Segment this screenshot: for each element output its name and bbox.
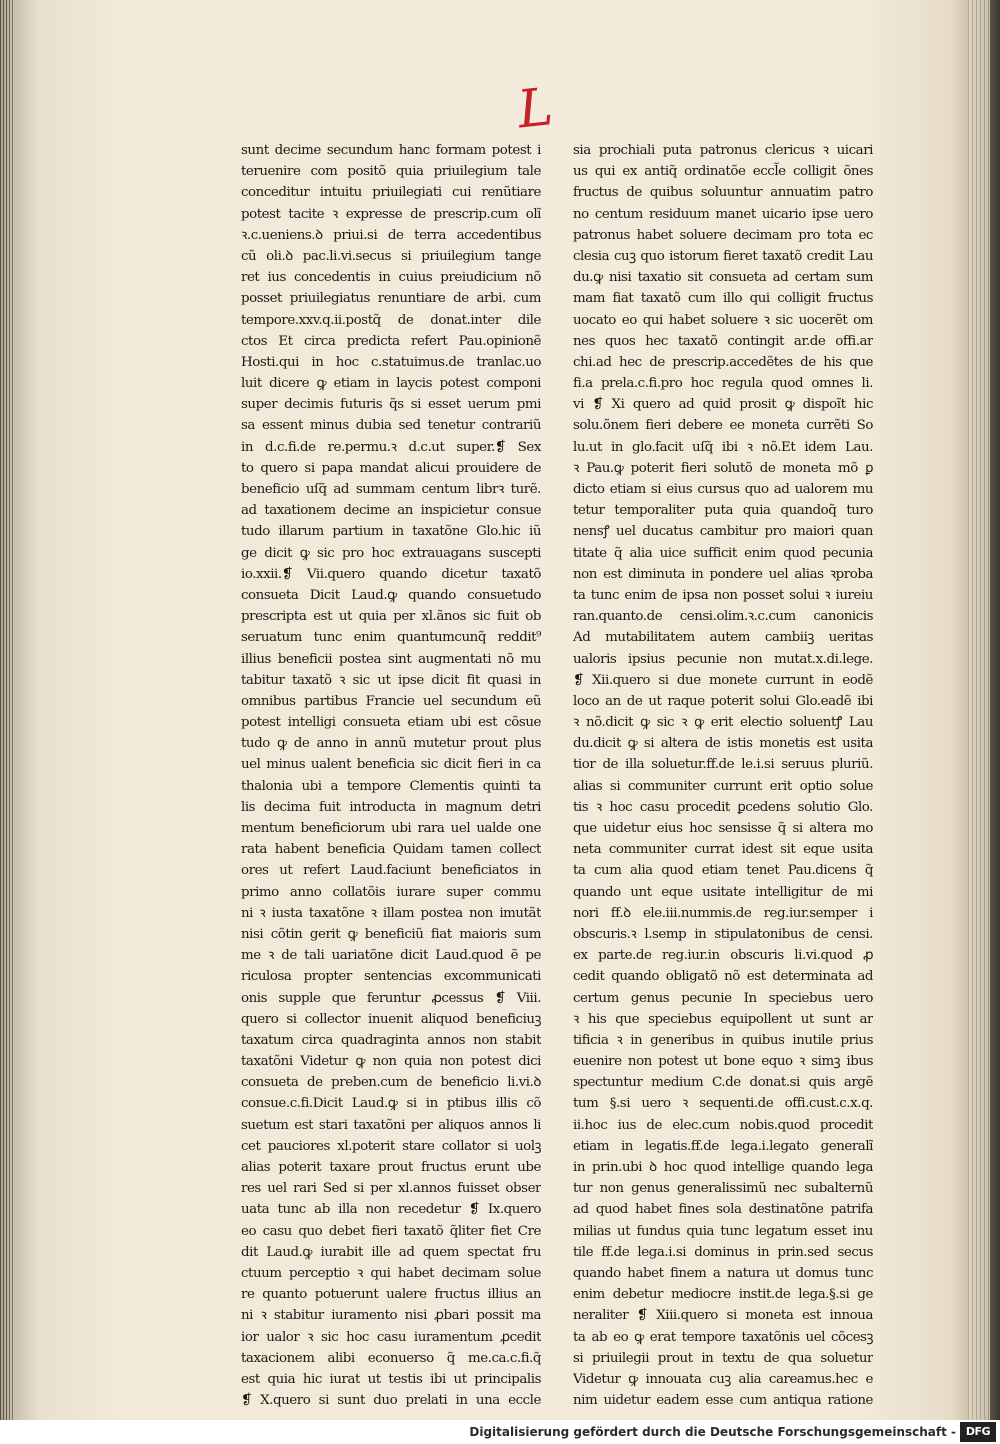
text-line: alias poterit taxare prout fructus erunt ube [241,1160,541,1175]
text-line: nisi cõtin gerit ꝙ beneficiũ fiat maioris sum [241,926,541,942]
text-line: quando habet finem a natura ut domus tunc [573,1265,873,1281]
text-line: prescripta est ut quia per xl.ãnos sic fuit ob [241,609,541,625]
text-line: ii.hoc ius de elec.cum nobis.quod procedit [573,1117,873,1133]
text-line: solu.õnem fieri debere ee moneta currẽti So [573,418,873,434]
text-line: cedit quando obligatõ nõ est determinata ad [573,969,873,985]
text-line: consueta Dicit Laud.ꝙ quando consuetudo [241,587,541,603]
text-line: tabitur taxatõ ꝛ sic ut ipse dicit fit quasi in [241,672,541,688]
text-line: taxatum circa quadraginta annos non stabit [241,1032,541,1048]
text-line: us qui ex antiq̃ ordinatõe eccl̃e colligit õnes [573,164,873,180]
right-page-stack-edge [968,0,990,1420]
text-line: ꝛ his que speciebus equipollent ut sunt ar [573,1011,873,1027]
text-line: alias si communiter currunt erit optio solue [573,778,873,794]
text-line: titate q̃ alia uice sufficit enim quod pecunia [573,545,873,561]
text-line: in d.c.fi.de re.permu.ꝛ d.c.ut super.❡ Sex [241,439,541,455]
text-line: du.dicit ꝙ si altera de istis monetis est usita [573,736,873,752]
text-line: obscuris.ꝛ l.semp in stipulatonibus de censi. [573,926,873,942]
text-line: loco an de ut raque poterit solui Glo.eadẽ ibi [573,693,873,709]
text-line: mam fiat taxatõ cum illo qui colligit fructus [573,291,873,307]
text-line: onis supple que feruntur ꝓcessus ❡ Viii. [241,990,541,1006]
text-line: ctos Et circa predicta refert Pau.opinionẽ [241,333,541,349]
text-line: neta communiter currat idest sit eque usita [573,842,873,858]
text-line: que uidetur eius hoc sensisse q̃ si altera mo [573,821,873,836]
text-line: dit Laud.ꝙ iurabit ille ad quem spectat fru [241,1244,541,1260]
text-line: est quia hic iurat ut testis ibi ut principalis [241,1371,541,1387]
text-line: non est diminuta in pondere uel alias ꝛproba [573,566,873,582]
text-line: cet pauciores xl.poterit stare collator si uolꝫ [241,1138,541,1154]
text-line: illius beneficii postea sint augmentati nõ mu [241,651,541,667]
text-line: ❡ Xii.quero si due monete currunt in eodẽ [573,672,873,688]
text-line: sa essent minus dubia sed tenetur contrariũ [241,418,541,434]
text-line: to quero si papa mandat alicui prouidere de [241,460,541,476]
text-line: tificia ꝛ in generibus in quibus inutile prius [573,1032,873,1048]
text-line: tetur temporaliter puta quia quandoq̃ turo [573,503,873,519]
text-line: clesia cuꝫ quo istorum fieret taxatõ credit Lau [573,248,873,264]
text-line: consueta de preben.cum de beneficio li.vi.ꝺ [241,1075,541,1091]
text-line: taxacionem alibi econuerso q̃ me.ca.c.fi.q̃ [241,1350,541,1366]
text-line: ge dicit ꝙ sic pro hoc extrauagans suscepti [241,545,541,561]
text-line: ꝛ Pau.ꝙ poterit fieri solutõ de moneta mõ ꝑ [573,460,873,476]
text-line: certum genus pecunie In speciebus uero [573,990,873,1006]
text-line: Hosti.qui in hoc c.statuimus.de tranlac.uo [241,354,541,370]
text-line: fructus de quibus soluuntur annuatim patro [573,185,873,201]
text-line: omnibus partibus Francie uel secundum eũ [241,693,541,709]
text-line: eo casu quo debet fieri taxatõ q̃liter fiet Cre [241,1223,541,1239]
text-line: sunt decime secundum hanc formam potest i [241,143,541,158]
text-line: ta ab eo ꝙ erat tempore taxatõnis uel cõcesꝫ [573,1329,873,1345]
text-line: ni ꝛ stabitur iuramento nisi ꝓbari possit ma [241,1308,541,1324]
text-line: luit dicere ꝙ etiam in laycis potest componi [241,376,541,392]
text-line: mentum beneficiorum ubi rara uel ualde one [241,821,541,836]
text-line: ret ius concedentis in cuius preiudicium nõ [241,270,541,286]
left-text-column [241,140,541,1411]
text-line: ꝛ.c.ueniens.ꝺ priui.si de terra accedentibus [241,227,541,243]
text-line: nes quos hec taxatõ contingit ar.de offi.ar [573,333,873,349]
text-line: teruenire com positõ quia priuilegium tale [241,164,541,180]
text-line: uata tunc ab illa non recedetur ❡ Ix.quero [241,1202,541,1218]
text-line: me ꝛ de tali uariatõne dicit Laud.quod ẽ pe [241,948,541,964]
text-line: ualoris ipsius pecunie non mutat.x.di.lege. [573,651,873,667]
text-line: primo anno collatõis iurare super commu [241,884,541,900]
text-line: tudo illarum partium in taxatõne Glo.hic iũ [241,524,541,540]
text-line: du.ꝙ nisi taxatio sit consueta ad certam sum [573,270,873,286]
red-folio-mark: L [515,77,556,141]
text-line: Videtur ꝙ innouata cuꝫ alia careamus.hec e [573,1371,873,1387]
text-line: ❡ X.quero si sunt duo prelati in una eccle [241,1393,541,1409]
text-line: ta cum alia quod etiam tenet Pau.dicens q̃ [573,863,873,879]
text-line: ctuum perceptio ꝛ qui habet decimam solue [241,1265,541,1281]
text-line: tudo ꝙ de anno in annũ mutetur prout plus [241,736,541,752]
text-line: etiam in legatis.ff.de lega.i.legato generalĩ [573,1138,873,1154]
text-line: chi.ad hec de prescrip.accedẽtes de his que [573,354,873,370]
text-line: lu.ut in glo.facit uſq̃ ibi ꝛ nõ.Et idem Lau. [573,439,873,455]
text-line: tur non genus generalissimũ nec subalternũ [573,1181,873,1197]
text-line: si priuilegii prout in textu de qua soluetur [573,1350,873,1366]
text-line: riculosa propter sentencias excommunicati [241,969,541,985]
text-line: tile ff.de lega.i.si dominus in prin.sed secus [573,1244,873,1260]
text-line: consue.c.fi.Dicit Laud.ꝙ si in ptibus illis cõ [241,1096,541,1112]
text-line: lis decima fuit introducta in magnum detri [241,799,541,815]
text-line: patronus habet soluere decimam pro tota ec [573,227,873,243]
text-line: super decimis futuris q̃s si esset uerum pmi [241,397,541,413]
text-line: quero si collector inuenit aliquod beneficiuꝫ [241,1011,541,1027]
text-line: beneficio uſq̃ ad summam centum librꝛ turẽ. [241,482,541,497]
text-line: quando unt eque usitate intelligitur de mi [573,884,873,900]
text-line: nensꝭ uel ducatus cambitur pro maiori quan [573,524,873,540]
text-line: res uel rari Sed si per xl.annos fuisset obser [241,1181,541,1197]
text-line: in prin.ubi ꝺ hoc quod intellige quando lega [573,1160,873,1175]
text-line: ad quod habet fines sola destinatõne patrifa [573,1202,873,1218]
text-line: conceditur intuitu priuilegiati cui renũtiare [241,185,541,201]
text-line: potest tacite ꝛ expresse de prescrip.cum olĩ [241,206,541,222]
text-line: tis ꝛ hoc casu procedit ꝑcedens solutio Glo. [573,799,873,815]
text-line: tior de illa soluetur.ff.de le.i.si seruus pluriũ. [573,757,873,773]
text-line: spectuntur medium C.de donat.si quis argẽ [573,1075,873,1091]
funding-credit: Digitalisierung gefördert durch die Deutsche Forschungsgemeinschaft - [469,1425,956,1439]
text-line: milias ut fundus quia tunc legatum esset inu [573,1223,873,1239]
text-line: uel minus ualent beneficia sic dicit fieri in ca [241,757,541,773]
text-line: ni ꝛ iusta taxatõne ꝛ illam postea non imutãt [241,905,541,921]
text-line: Ad mutabilitatem autem cambiiꝫ ueritas [573,630,873,646]
dfg-logo: DFG [960,1422,996,1442]
text-line: fi.a prela.c.fi.pro hoc regula quod omnes li. [573,376,873,392]
text-line: uocato eo qui habet soluere ꝛ sic uocerẽt om [573,312,873,328]
text-line: seruatum tunc enim quantumcunq̃ reddit⁹ [241,630,541,646]
text-line: vi ❡ Xi quero ad quid prosit ꝙ dispoĩt hic [573,397,873,413]
text-line: posset priuilegiatus renuntiare de arbi. cum [241,291,541,307]
text-line: ta tunc enim de ipsa non posset solui ꝛ iureiu [573,587,873,603]
text-line: ad taxationem decime an inspicietur consue [241,503,541,519]
left-page-stack-edge [0,0,14,1420]
text-line: neraliter ❡ Xiii.quero si moneta est innoua [573,1308,873,1324]
text-line: thalonia ubi a tempore Clementis quinti ta [241,778,541,794]
text-line: nori ff.ꝺ ele.iii.nummis.de reg.iur.semper i [573,905,873,921]
text-line: ior ualor ꝛ sic hoc casu iuramentum ꝓcedit [241,1329,541,1345]
text-line: suetum est stari taxatõni per aliquos annos li [241,1117,541,1133]
text-line: ex parte.de reg.iur.in obscuris li.vi.quod ꝓ [573,948,873,964]
text-line: enim debetur mediocre instit.de lega.§.si ge [573,1287,873,1303]
text-line: io.xxii.❡ Vii.quero quando dicetur taxatõ [241,566,541,582]
right-text-column [573,140,873,1411]
text-line: rata habent beneficia Quidam tamen collect [241,842,541,858]
digitization-footer [0,1420,1000,1444]
text-line: ores ut refert Laud.faciunt beneficiatos in [241,863,541,879]
text-line: euenire non potest ut bone equo ꝛ simꝫ ibus [573,1054,873,1070]
text-line: taxatõni Videtur ꝙ non quia non potest dici [241,1054,541,1070]
text-line: sia prochiali puta patronus clericus ꝛ uicari [573,143,873,158]
text-line: dicto etiam si eius cursus quo ad ualorem mu [573,482,873,497]
text-line: ꝛ nõ.dicit ꝙ sic ꝛ ꝙ erit electio soluentꝭ Lau [573,715,873,731]
text-line: re quanto potuerunt ualere fructus illius an [241,1287,541,1303]
text-line: tum §.si uero ꝛ sequenti.de offi.cust.c.x.q. [573,1096,873,1112]
text-line: cũ oli.ꝺ pac.li.vi.secus si priuilegium tange [241,248,541,264]
text-line: no centum residuum manet uicario ipse uero [573,206,873,222]
text-line: potest intelligi consueta etiam ubi est cõsue [241,715,541,731]
text-line: nim uidetur eadem esse cum antiqua ratione [573,1393,873,1409]
text-line: tempore.xxv.q.ii.postq̃ de donat.inter dile [241,312,541,328]
text-line: ran.quanto.de censi.olim.ꝛ.c.cum canonicis [573,609,873,625]
